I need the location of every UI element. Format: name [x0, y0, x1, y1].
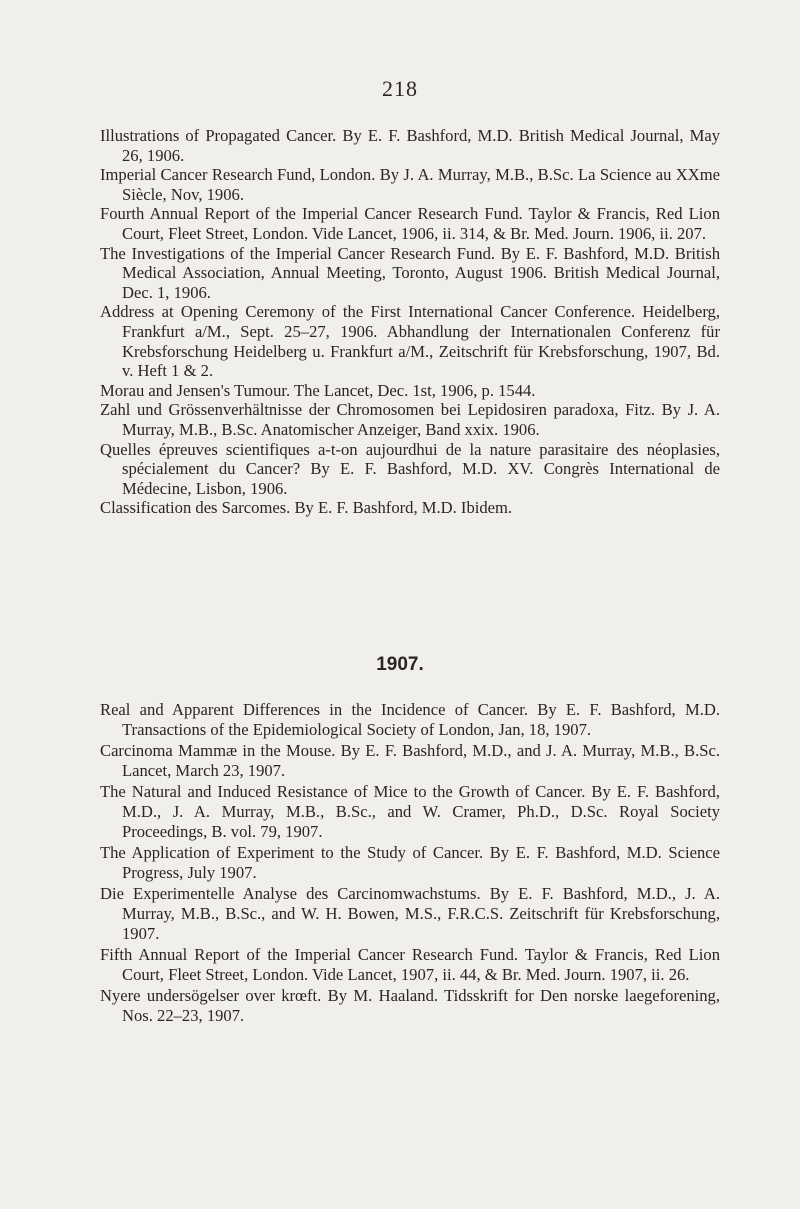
bibliography-entry: Imperial Cancer Research Fund, London. By J. A. Murray, M.B., B.Sc. La Science au XXme Siècle, Nov, 1906.: [100, 165, 720, 204]
bibliography-entry: Address at Opening Ceremony of the First International Cancer Conference. Heidelberg, Frankfurt a/M., Sept. 25–27, 1906. Abhandlung der Internationalen Conferenz für Krebsforschung Heidelberg u. Frankfurt a/M., Zeitschrift für Krebsforschung, 1907, Bd. v. Heft 1 & 2.: [100, 302, 720, 381]
bibliography-entry: Quelles épreuves scientifiques a-t-on aujourdhui de la nature parasitaire des néoplasies, spécialement du Cancer? By E. F. Bashford, M.D. XV. Congrès International de Médecine, Lisbon, 1906.: [100, 439, 720, 498]
bibliography-entry: The Application of Experiment to the Study of Cancer. By E. F. Bashford, M.D. Science Progress, July 1907.: [100, 842, 720, 883]
bibliography-entry: Die Experimentelle Analyse des Carcinomwachstums. By E. F. Bashford, M.D., J. A. Murray, M.B., B.Sc., and W. H. Bowen, M.S., F.R.C.S. Zeitschrift für Krebsforschung, 1907.: [100, 883, 720, 944]
bibliography-entry: Fourth Annual Report of the Imperial Cancer Research Fund. Taylor & Francis, Red Lion Court, Fleet Street, London. Vide Lancet, 1906, ii. 314, & Br. Med. Journ. 1906, ii. 207.: [100, 204, 720, 243]
bibliography-entry: Zahl und Grössenverhältnisse der Chromosomen bei Lepidosiren paradoxa, Fitz. By J. A. Murray, M.B., B.Sc. Anatomischer Anzeiger, Band xxix. 1906.: [100, 400, 720, 439]
bibliography-section-1906: [100, 126, 720, 518]
bibliography-entry: Real and Apparent Differences in the Incidence of Cancer. By E. F. Bashford, M.D. Transactions of the Epidemiological Society of London, Jan, 18, 1907.: [100, 700, 720, 740]
bibliography-entry: Fifth Annual Report of the Imperial Cancer Research Fund. Taylor & Francis, Red Lion Court, Fleet Street, London. Vide Lancet, 1907, ii. 44, & Br. Med. Journ. 1907, ii. 26.: [100, 944, 720, 985]
bibliography-entry: Carcinoma Mammæ in the Mouse. By E. F. Bashford, M.D., and J. A. Murray, M.B., B.Sc. Lancet, March 23, 1907.: [100, 740, 720, 781]
bibliography-entry: The Natural and Induced Resistance of Mice to the Growth of Cancer. By E. F. Bashford, M.D., J. A. Murray, M.B., B.Sc., and W. Cramer, Ph.D., D.Sc. Royal Society Proceedings, B. vol. 79, 1907.: [100, 781, 720, 842]
bibliography-entry: The Investigations of the Imperial Cancer Research Fund. By E. F. Bashford, M.D. British Medical Association, Annual Meeting, Toronto, August 1906. British Medical Journal, Dec. 1, 1906.: [100, 243, 720, 302]
bibliography-section-1907: [100, 700, 720, 1027]
bibliography-entry: Classification des Sarcomes. By E. F. Bashford, M.D. Ibidem.: [100, 498, 513, 518]
bibliography-entry: Illustrations of Propagated Cancer. By E. F. Bashford, M.D. British Medical Journal, May 26, 1906.: [100, 126, 720, 165]
bibliography-entry: Morau and Jensen's Tumour. The Lancet, Dec. 1st, 1906, p. 1544.: [100, 380, 536, 400]
year-heading: 1907.: [376, 654, 424, 675]
page-number: 218: [382, 76, 418, 101]
bibliography-entry: Nyere undersögelser over krœft. By M. Haaland. Tidsskrift for Den norske laegeforening, Nos. 22–23, 1907.: [100, 985, 720, 1026]
